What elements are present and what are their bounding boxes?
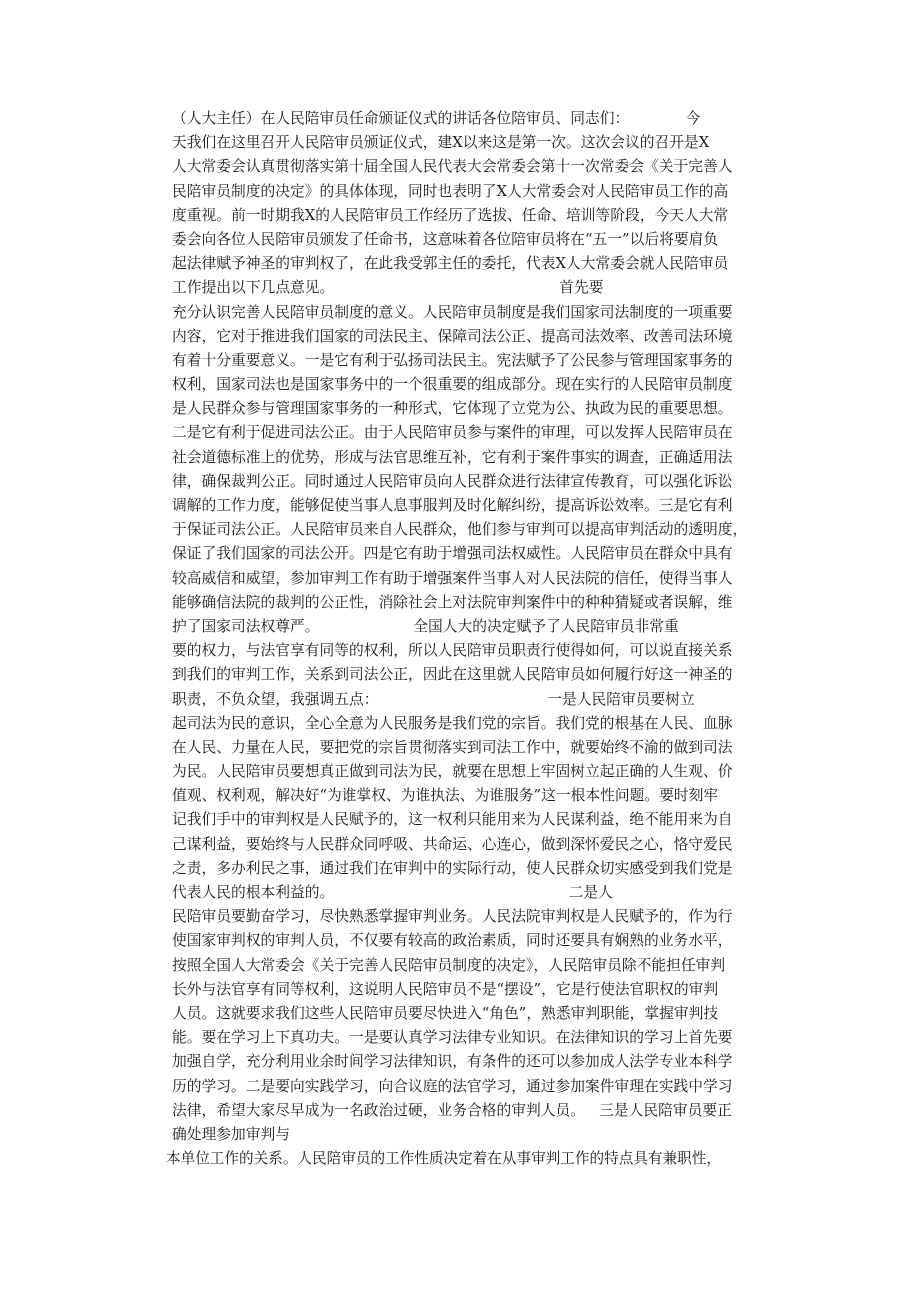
text-line: 为民。人民陪审员要想真正做到司法为民，就要在思想上牢固树立起正确的人生观、价 <box>172 762 733 781</box>
text-line: 能。要在学习上下真功夫。一是要认真学习法律专业知识。在法律知识的学习上首先要 <box>172 1028 733 1047</box>
text-line: 记我们手中的审判权是人民赋予的，这一权利只能用来为人民谋利益，绝不能用来为自 <box>172 810 733 829</box>
text-line: 能够确信法院的裁判的公正性，消除社会上对法院审判案件中的种种猜疑或者误解，维 <box>172 592 733 611</box>
text-line: 有着十分重要意义。一是它有利于弘扬司法民主。宪法赋予了公民参与管理国家事务的 <box>172 350 733 369</box>
text-line: 起法律赋予神圣的审判权了，在此我受郭主任的委托，代表X人大常委会就人民陪审员 <box>172 254 729 273</box>
text-line: 护了国家司法权尊严。 全国人大的决定赋予了人民陪审员非常重 <box>172 616 679 635</box>
text-line: 法律，希望大家尽早成为一名政治过硬，业务合格的审判人员。 三是人民陪审员要正 <box>172 1100 732 1119</box>
text-line: 长外与法官享有同等权利，这说明人民陪审员不是“摆设”，它是行使法官职权的审判 <box>172 979 719 998</box>
text-line: 到我们的审判工作，关系到司法公正，因此在这里就人民陪审员如何履行好这一神圣的 <box>172 665 733 684</box>
text-line: 调解的工作力度，能够促使当事人息事服判及时化解纠纷，提高诉讼效率。三是它有利 <box>172 496 733 514</box>
text-line: 起司法为民的意识，全心全意为人民服务是我们党的宗旨。我们党的根基在人民、血脉 <box>172 713 733 732</box>
text-line: 己谋利益，要始终与人民群众同呼吸、共命运、心连心，做到深怀爱民之心，恪守爱民 <box>172 834 733 853</box>
text-line: 权利，国家司法也是国家事务中的一个很重要的组成部分。现在实行的人民陪审员制度 <box>172 375 733 394</box>
text-line: 充分认识完善人民陪审员制度的意义。人民陪审员制度是我们国家司法制度的一项重要 <box>172 302 733 321</box>
text-line: 加强自学，充分利用业余时间学习法律知识，有条件的还可以参加成人法学专业本科学 <box>172 1052 733 1071</box>
text-line: 天我们在这里召开人民陪审员颁证仪式，建X以来这是第一次。这次会议的召开是X <box>172 133 710 152</box>
text-line: 于保证司法公正。人民陪审员来自人民群众，他们参与审判可以提高审判活动的透明度， <box>172 520 748 539</box>
text-line: 按照全国人大常委会《关于完善人民陪审员制度的决定》，人民陪审员除不能担任审判 <box>172 955 726 974</box>
text-line: （人大主任）在人民陪审员任命颁证仪式的讲话各位陪审员、同志们： 今 <box>172 109 701 127</box>
text-line: 民陪审员制度的决定》的具体体现，同时也表明了X人大常委会对人民陪审员工作的高 <box>172 181 729 200</box>
text-line: 职责，不负众望，我强调五点： 一是人民陪审员要树立 <box>172 689 695 708</box>
text-line: 在人民、力量在人民，要把党的宗旨贯彻落实到司法工作中，就要始终不渝的做到司法 <box>172 737 733 756</box>
text-line: 是人民群众参与管理国家事务的一种形式，它体现了立党为公、执政为民的重要思想。 <box>172 399 733 418</box>
text-line: 委会向各位人民陪审员颁发了任命书，这意味着各位陪审员将在“五一”以后将要肩负 <box>172 229 719 248</box>
text-line: 要的权力，与法官享有同等的权利，所以人民陪审员职责行使得如何，可以说直接关系 <box>172 641 733 660</box>
text-line: 之责，多办利民之事，通过我们在审判中的实际行动，使人民群众切实感受到我们党是 <box>172 858 733 877</box>
speech-text-body <box>166 106 772 1170</box>
text-line: 人员。这就要求我们这些人民陪审员要尽快进入“角色”，熟悉审判职能，掌握审判技 <box>172 1003 719 1022</box>
text-line: 历的学习。二是要向实践学习，向合议庭的法官学习，通过参加案件审理在实践中学习 <box>172 1076 733 1095</box>
text-line: 内容，它对于推进我们国家的司法民主、保障司法公正、提高司法效率、改善司法环境 <box>172 326 733 345</box>
text-line: 值观、权利观，解决好“为谁掌权、为谁执法、为谁服务”这一根本性问题。要时刻牢 <box>172 786 719 805</box>
text-line: 工作提出以下几点意见。 首先要 <box>172 278 604 297</box>
text-line: 人大常委会认真贯彻落实第十届全国人民代表大会常委会第十一次常委会《关于完善人 <box>172 157 733 176</box>
text-line: 较高威信和威望，参加审判工作有助于增强案件当事人对人民法院的信任，使得当事人 <box>172 568 733 587</box>
text-line: 确处理参加审判与 <box>172 1124 291 1143</box>
text-line: 度重视。前一时期我X的人民陪审员工作经历了选拔、任命、培训等阶段，今天人大常 <box>172 205 729 224</box>
text-line: 律，确保裁判公正。同时通过人民陪审员向人民群众进行法律宣传教育，可以强化诉讼 <box>172 471 733 490</box>
text-line: 民陪审员要勤奋学习，尽快熟悉掌握审判业务。人民法院审判权是人民赋予的，作为行 <box>172 907 733 926</box>
text-line: 代表人民的根本利益的。 二是人 <box>172 883 613 901</box>
text-line: 本单位工作的关系。人民陪审员的工作性质决定着在从事审判工作的特点具有兼职性， <box>166 1149 721 1168</box>
text-line: 使国家审判权的审判人员，不仅要有较高的政治素质，同时还要具有娴熟的业务水平， <box>172 931 733 950</box>
text-line: 保证了我们国家的司法公开。四是它有助于增强司法权威性。人民陪审员在群众中具有 <box>172 544 733 563</box>
text-line: 社会道德标准上的优势，形成与法官思维互补，它有利于案件事实的调查，正确适用法 <box>172 447 733 466</box>
text-line: 二是它有利于促进司法公正。由于人民陪审员参与案件的审理，可以发挥人民陪审员在 <box>172 423 733 442</box>
